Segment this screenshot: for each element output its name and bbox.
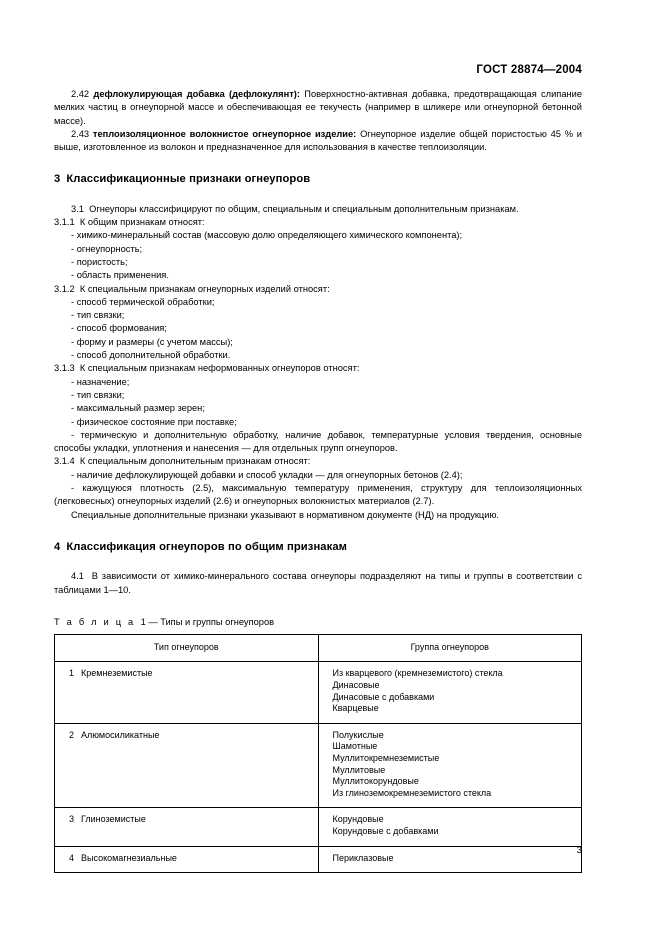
list-item-text: способ формования; (76, 323, 167, 334)
cell-groups (318, 808, 582, 846)
list-item-text: химико-минеральный состав (массовую долю определяющего химического компонента); (76, 230, 463, 241)
list-item (54, 389, 582, 402)
clause-number: 2.42 (71, 89, 90, 99)
bullet-marker: - (71, 350, 75, 361)
list-item (54, 229, 582, 242)
bullet-marker: - (71, 389, 75, 400)
type-name: Высокомагнезиальные (81, 852, 177, 863)
list-item-text: назначение; (76, 376, 130, 387)
bullet-marker: - (71, 403, 75, 414)
list-item (54, 349, 582, 362)
table-caption-word: Т а б л и ц а (54, 616, 136, 627)
group-item: Из глиноземокремнеземистого стекла (332, 787, 492, 798)
column-header-group: Группа огнеупоров (318, 634, 582, 662)
list-item-text: тип связки; (76, 389, 125, 400)
group-item: Кварцевые (332, 703, 379, 714)
group-item: Муллитокремнеземистые (332, 752, 440, 763)
clause-3-1-4-lead (54, 455, 582, 468)
list-item (54, 336, 582, 349)
bullet-marker: - (71, 230, 75, 241)
clause-number: 3.1.2 (54, 283, 75, 294)
list-item-text: способ дополнительной обработки. (76, 350, 231, 361)
clause-2-42 (54, 88, 582, 128)
list-item-text: тип связки; (76, 310, 125, 321)
clause-number: 2.43 (71, 128, 90, 139)
bullet-marker: - (71, 469, 75, 480)
group-item: Из кварцевого (кремнеземистого) стекла (332, 668, 503, 679)
list-item (54, 269, 582, 282)
bullet-marker: - (71, 483, 75, 494)
clause-text: Огнеупоры классифицируют по общим, специальным и специальным дополнительным признакам. (89, 203, 519, 214)
list-item-text: пористость; (76, 256, 128, 267)
cell-type (55, 723, 319, 808)
list-item-text: форму и размеры (с учетом массы); (76, 336, 233, 347)
list-item-text: наличие дефлокулирующей добавки и способ укладки — для огнеупорных бетонов (2.4); (76, 469, 463, 480)
list-item (54, 429, 582, 456)
list-item-text: способ термической обработки; (76, 296, 215, 307)
row-number: 2 (69, 729, 75, 740)
bullet-marker: - (71, 416, 75, 427)
bullet-marker: - (71, 270, 75, 281)
group-item: Шамотные (332, 741, 378, 752)
clause-3-1-3-lead (54, 362, 582, 375)
table-caption (54, 617, 582, 627)
clause-term: теплоизоляционное волокнистое огнеупорное изделие: (92, 128, 357, 139)
group-item: Полукислые (332, 729, 384, 740)
clause-3-1 (54, 203, 582, 216)
page-header (54, 60, 582, 78)
list-item (54, 416, 582, 429)
table-row (55, 723, 582, 808)
list-item-text: область применения. (76, 270, 169, 281)
table-caption-rest: 1 — Типы и группы огнеупоров (140, 616, 275, 627)
clause-text: К специальным признакам огнеупорных изделий относят: (79, 283, 330, 294)
list-item (54, 322, 582, 335)
section-3-closing: Специальные дополнительные признаки указывают в нормативном документе (НД) на продукцию. (71, 509, 499, 520)
clause-text: В зависимости от химико-минерального состава огнеупоры подразделяют на типы и группы в соответствии с таблицами 1—10. (54, 571, 582, 595)
bullet-marker: - (71, 296, 75, 307)
table-row (55, 808, 582, 846)
clause-3-1-2-lead (54, 283, 582, 296)
clause-number: 4.1 (71, 571, 84, 582)
cell-type (55, 808, 319, 846)
group-item: Муллитовые (332, 764, 386, 775)
list-item-text: физическое состояние при поставке; (76, 416, 237, 427)
bullet-marker: - (71, 323, 75, 334)
list-item (54, 243, 582, 256)
cell-type (55, 662, 319, 723)
bullet-marker: - (71, 429, 75, 440)
list-item (54, 256, 582, 269)
clause-2-43 (54, 128, 582, 155)
bullet-marker: - (71, 336, 75, 347)
row-number: 1 (69, 668, 75, 679)
bullet-marker: - (71, 243, 75, 254)
types-and-groups-table (54, 634, 582, 873)
list-item (54, 402, 582, 415)
list-item (54, 482, 582, 509)
group-item: Корундовые (332, 814, 384, 825)
type-name: Глиноземистые (81, 814, 146, 825)
clause-term: дефлокулирующая добавка (дефлокулянт): (93, 89, 300, 99)
section-4-number: 4 (54, 540, 61, 553)
clause-number: 3.1.3 (54, 363, 75, 374)
clause-text: Поверхностно-активная добавка, предотвращающая слипание мелких частиц в огнеупорной массе и обеспечивающая ее текучесть (например в шликере или огнеупорной бетонной массе). (54, 89, 582, 126)
bullet-marker: - (71, 256, 75, 267)
table-header-row (55, 634, 582, 662)
type-name: Алюмосиликатные (81, 729, 160, 740)
clause-text: Огнеупорное изделие общей пористостью 45 % и выше, изготовленное из волокон и предназначенное для использования в качестве теплоизоляции. (54, 128, 582, 153)
group-item: Динасовые с добавками (332, 691, 435, 702)
list-item (54, 469, 582, 482)
bullet-marker: - (71, 310, 75, 321)
section-3-title: Классификационные признаки огнеупоров (66, 173, 311, 186)
group-item: Периклазовые (332, 852, 394, 863)
row-number: 4 (69, 852, 75, 863)
clause-text: К специальным признакам неформованных огнеупоров относят: (79, 363, 360, 374)
group-item: Динасовые (332, 679, 380, 690)
list-item-text: максимальный размер зерен; (76, 403, 205, 414)
list-item-text: термическую и дополнительную обработку, наличие добавок, температурные условия твердения, основные способы укладки, уплотнения и нанесения — для отдельных групп огнеупоров. (54, 429, 582, 454)
clause-text: К специальным дополнительным признакам относят: (79, 456, 311, 467)
clause-3-1-1-lead (54, 216, 582, 229)
clause-number: 3.1.4 (54, 456, 75, 467)
list-item (54, 296, 582, 309)
cell-groups (318, 723, 582, 808)
list-item-text: огнеупорность; (76, 243, 143, 254)
section-3-heading (54, 173, 582, 186)
section-3-number: 3 (54, 173, 61, 186)
page-number: 3 (576, 845, 582, 856)
group-item: Муллитокорундовые (332, 776, 419, 787)
section-4-heading (54, 541, 582, 554)
cell-groups (318, 662, 582, 723)
standard-number: ГОСТ 28874—2004 (476, 64, 582, 76)
list-item-text: кажущуюся плотность (2.5), максимальную температуру применения, структуру для теплоизоляционных (легковесных) огнеупорных изделий (2.6) и огнеупорных волокнистых материалов (2.7). (54, 483, 582, 507)
list-item (54, 309, 582, 322)
section-4-title: Классификация огнеупоров по общим признакам (66, 540, 348, 553)
column-header-type: Тип огнеупоров (55, 634, 319, 662)
group-item: Корундовые с добавками (332, 825, 439, 836)
table-row (55, 662, 582, 723)
clause-number: 3.1 (71, 203, 84, 214)
list-item (54, 376, 582, 389)
row-number: 3 (69, 814, 75, 825)
clause-number: 3.1.1 (54, 217, 75, 228)
bullet-marker: - (71, 376, 75, 387)
clause-text: К общим признакам относят: (79, 217, 205, 228)
page-content (54, 88, 582, 873)
clause-4-1 (54, 570, 582, 597)
type-name: Кремнеземистые (81, 668, 153, 679)
